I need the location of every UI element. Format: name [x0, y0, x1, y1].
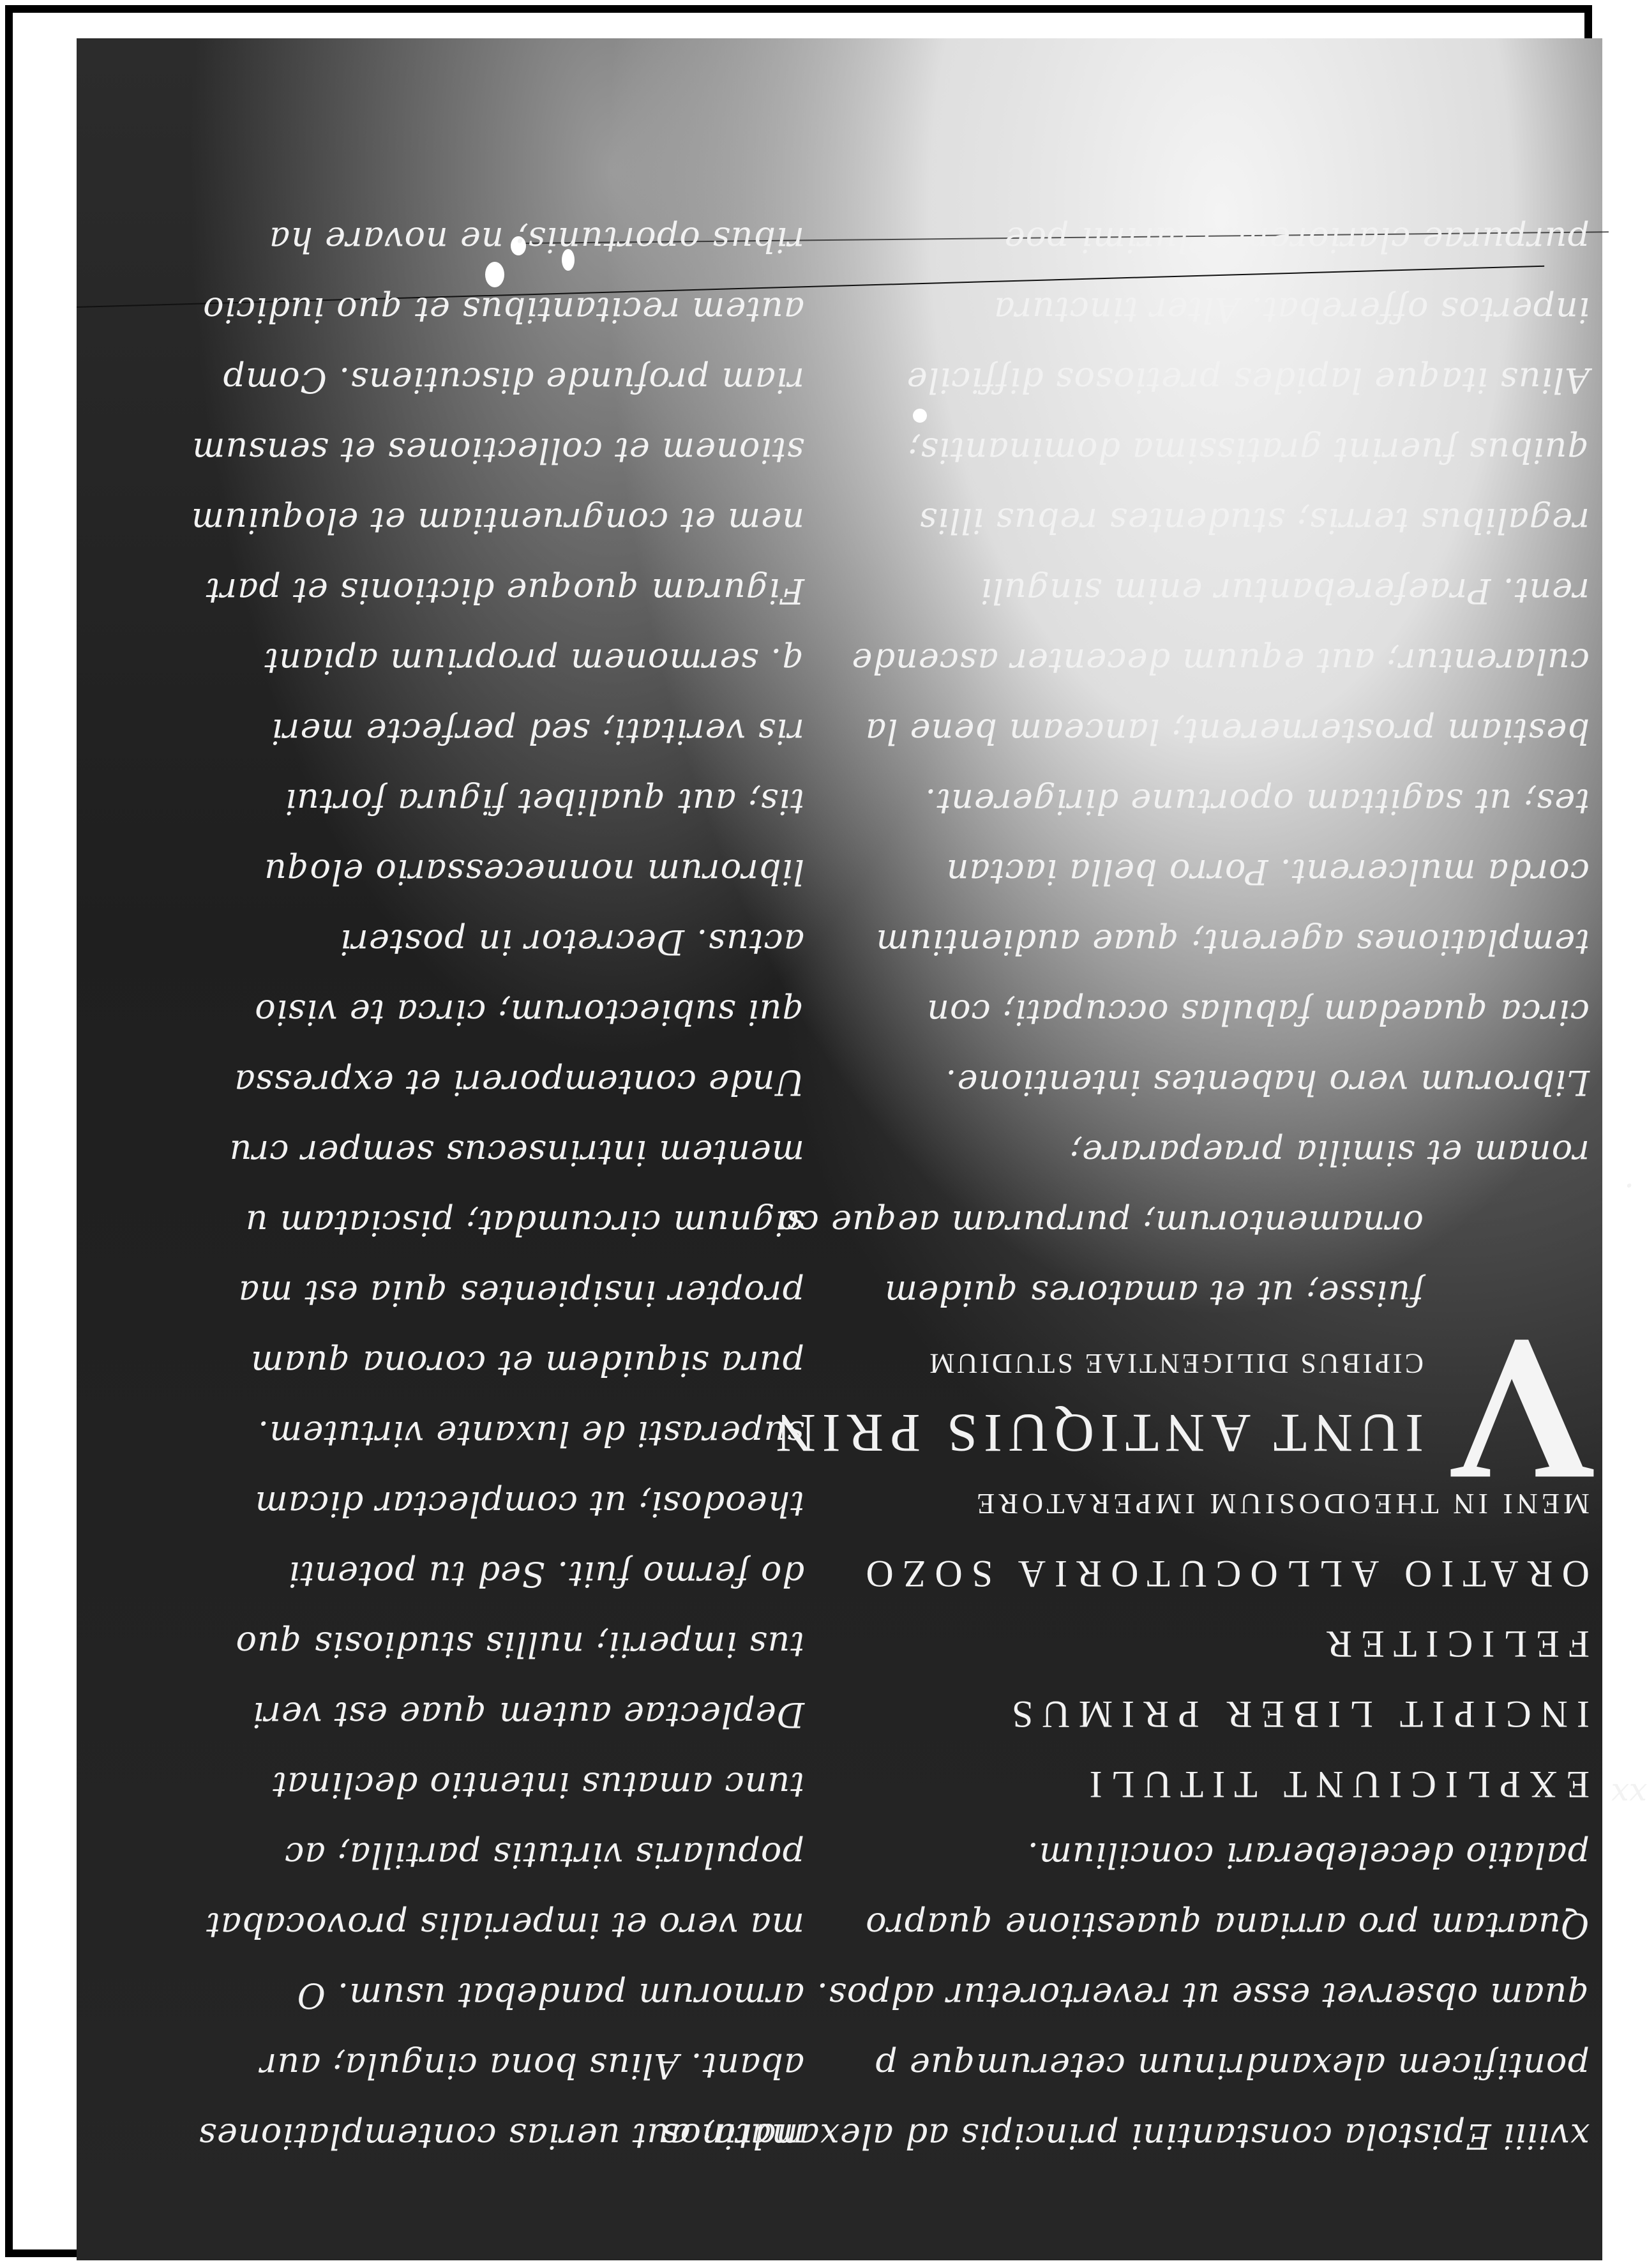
text-line: theodosi; ut complectar dicam [254, 1484, 804, 1524]
text-line: palatio deceleberari concilium. [1027, 1835, 1590, 1875]
text-line: autem recitantibus et quo iudicio [202, 290, 804, 330]
text-line: qui subiectorum; circa te visio [254, 992, 804, 1032]
text-line: pontificem alexandrinum ceterumque p [875, 2046, 1590, 2086]
text-line: riam profunde discutiens. Comp [222, 360, 804, 400]
text-line: signum circumdat; pisciatam u [244, 1203, 804, 1243]
text-line: tis; aut qualibet figura fortui [284, 782, 804, 822]
text-line: ornamentorum; purpuram aeque co [778, 1203, 1424, 1243]
text-line: tunc amatus intentio declinat [272, 1765, 804, 1805]
text-line: quibus fuerint gratissima dominantis; [907, 430, 1590, 471]
text-line: ma vero et imperialis provocabat [206, 1905, 804, 1946]
text-line: fuisse; ut et amatores quidem [884, 1273, 1424, 1313]
text-line: rent. Praeferebantur enim singuli [980, 571, 1590, 611]
text-line: regalibus terris; studentes rebus illis [919, 501, 1590, 541]
text-line: superasti de luxante virtutem. [257, 1414, 804, 1454]
text-line: mata; aut uerias contemplationes [198, 2116, 804, 2156]
heading-line: INCIPIT LIBER PRIMUS [1003, 1693, 1590, 1735]
text-line: armorum pandebat usum. O [296, 1976, 804, 2016]
decorated-initial: V [1448, 1298, 1596, 1524]
left-column [77, 204, 804, 2171]
text-line: cularentur; aut equum decenter ascende [851, 641, 1590, 681]
margin-mark: . [1624, 1176, 1634, 1213]
text-line: Deplectae autem quae est veri [252, 1695, 804, 1735]
manuscript-scan [77, 38, 1647, 2260]
text-line: librorum nonnecessario eloqu [264, 852, 804, 892]
text-line: do fermo fuit. Sed tu potenti [288, 1554, 804, 1594]
heading-line: IUNT ANTIQUIS PRIN [769, 1403, 1424, 1464]
text-line: Figuram quoque dictionis et part [205, 571, 804, 611]
heading-line: EXPLICIUNT TITULI [1080, 1764, 1590, 1806]
text-line: quam observet esse ut revertoretur adpos. [816, 1976, 1590, 2016]
text-line: templationes agerent; quae audientium [875, 922, 1590, 962]
heading-line: CIPIBUS DILIGENTIAE STUDIUM [927, 1348, 1424, 1379]
text-line: ronam et similia praeparare; [1069, 1133, 1590, 1173]
text-line: Quartam pro arriana quaestione quapro [865, 1905, 1590, 1946]
text-line: popularis virtutis partilla; ac [284, 1835, 804, 1875]
right-column [661, 204, 1590, 2171]
text-line: stionem et collectiones et sensum [192, 430, 804, 471]
heading-line: ORATIO ALLOCUTORIA SOZO [857, 1553, 1590, 1595]
text-line: nem et congruentiam et eloquium [190, 501, 804, 541]
text-line: Alius itaque lapides pretiosos difficile [906, 360, 1590, 400]
text-line: xviiii Epistola constantini principis ad alexandrinos [661, 2116, 1590, 2156]
margin-mark: xx [1611, 1776, 1647, 1813]
text-line: propter insipientes quia est ma [237, 1273, 804, 1313]
heading-line: MENI IN THEODOSIUM IMPERATORE [973, 1488, 1590, 1520]
page-frame [5, 5, 1647, 2257]
text-line: inpertos offerebat. Alter tinctura [993, 290, 1590, 330]
text-line: bestiam prosternerent; lanceam bene la [864, 711, 1590, 752]
text-line: q. sermonem proprium apiant [264, 641, 804, 681]
text-line: purpurae clariorem. Plurimi poe [1004, 220, 1590, 260]
text-line: pura siquidem et corona quam [250, 1343, 804, 1384]
text-line: tus imperii; nullis studiosis quo [235, 1624, 804, 1665]
text-line: mentem intrinsecus semper cru [229, 1133, 804, 1173]
text-line: corda mulcerent. Porro bella iactan [945, 852, 1590, 892]
text-line: circa quaedam fabulas occupati; con [926, 992, 1590, 1032]
text-line: Unde contemporeri et expressa [234, 1062, 804, 1103]
text-line: tes; ut sagittam oportune dirigerent. [924, 782, 1590, 822]
text-line: abant. Alius bona cingula; aur [259, 2046, 804, 2086]
text-line: Librorum vero habentes intentione. [945, 1062, 1590, 1103]
text-line: ris veritati; sed perfecte meri [271, 711, 804, 752]
manuscript-rotated [77, 38, 1647, 2260]
text-line: ribus oportunis; ne novare ha [268, 220, 804, 260]
text-line: actus. Decretor in posteri [339, 922, 804, 962]
heading-line: FELICITER [1318, 1623, 1590, 1665]
